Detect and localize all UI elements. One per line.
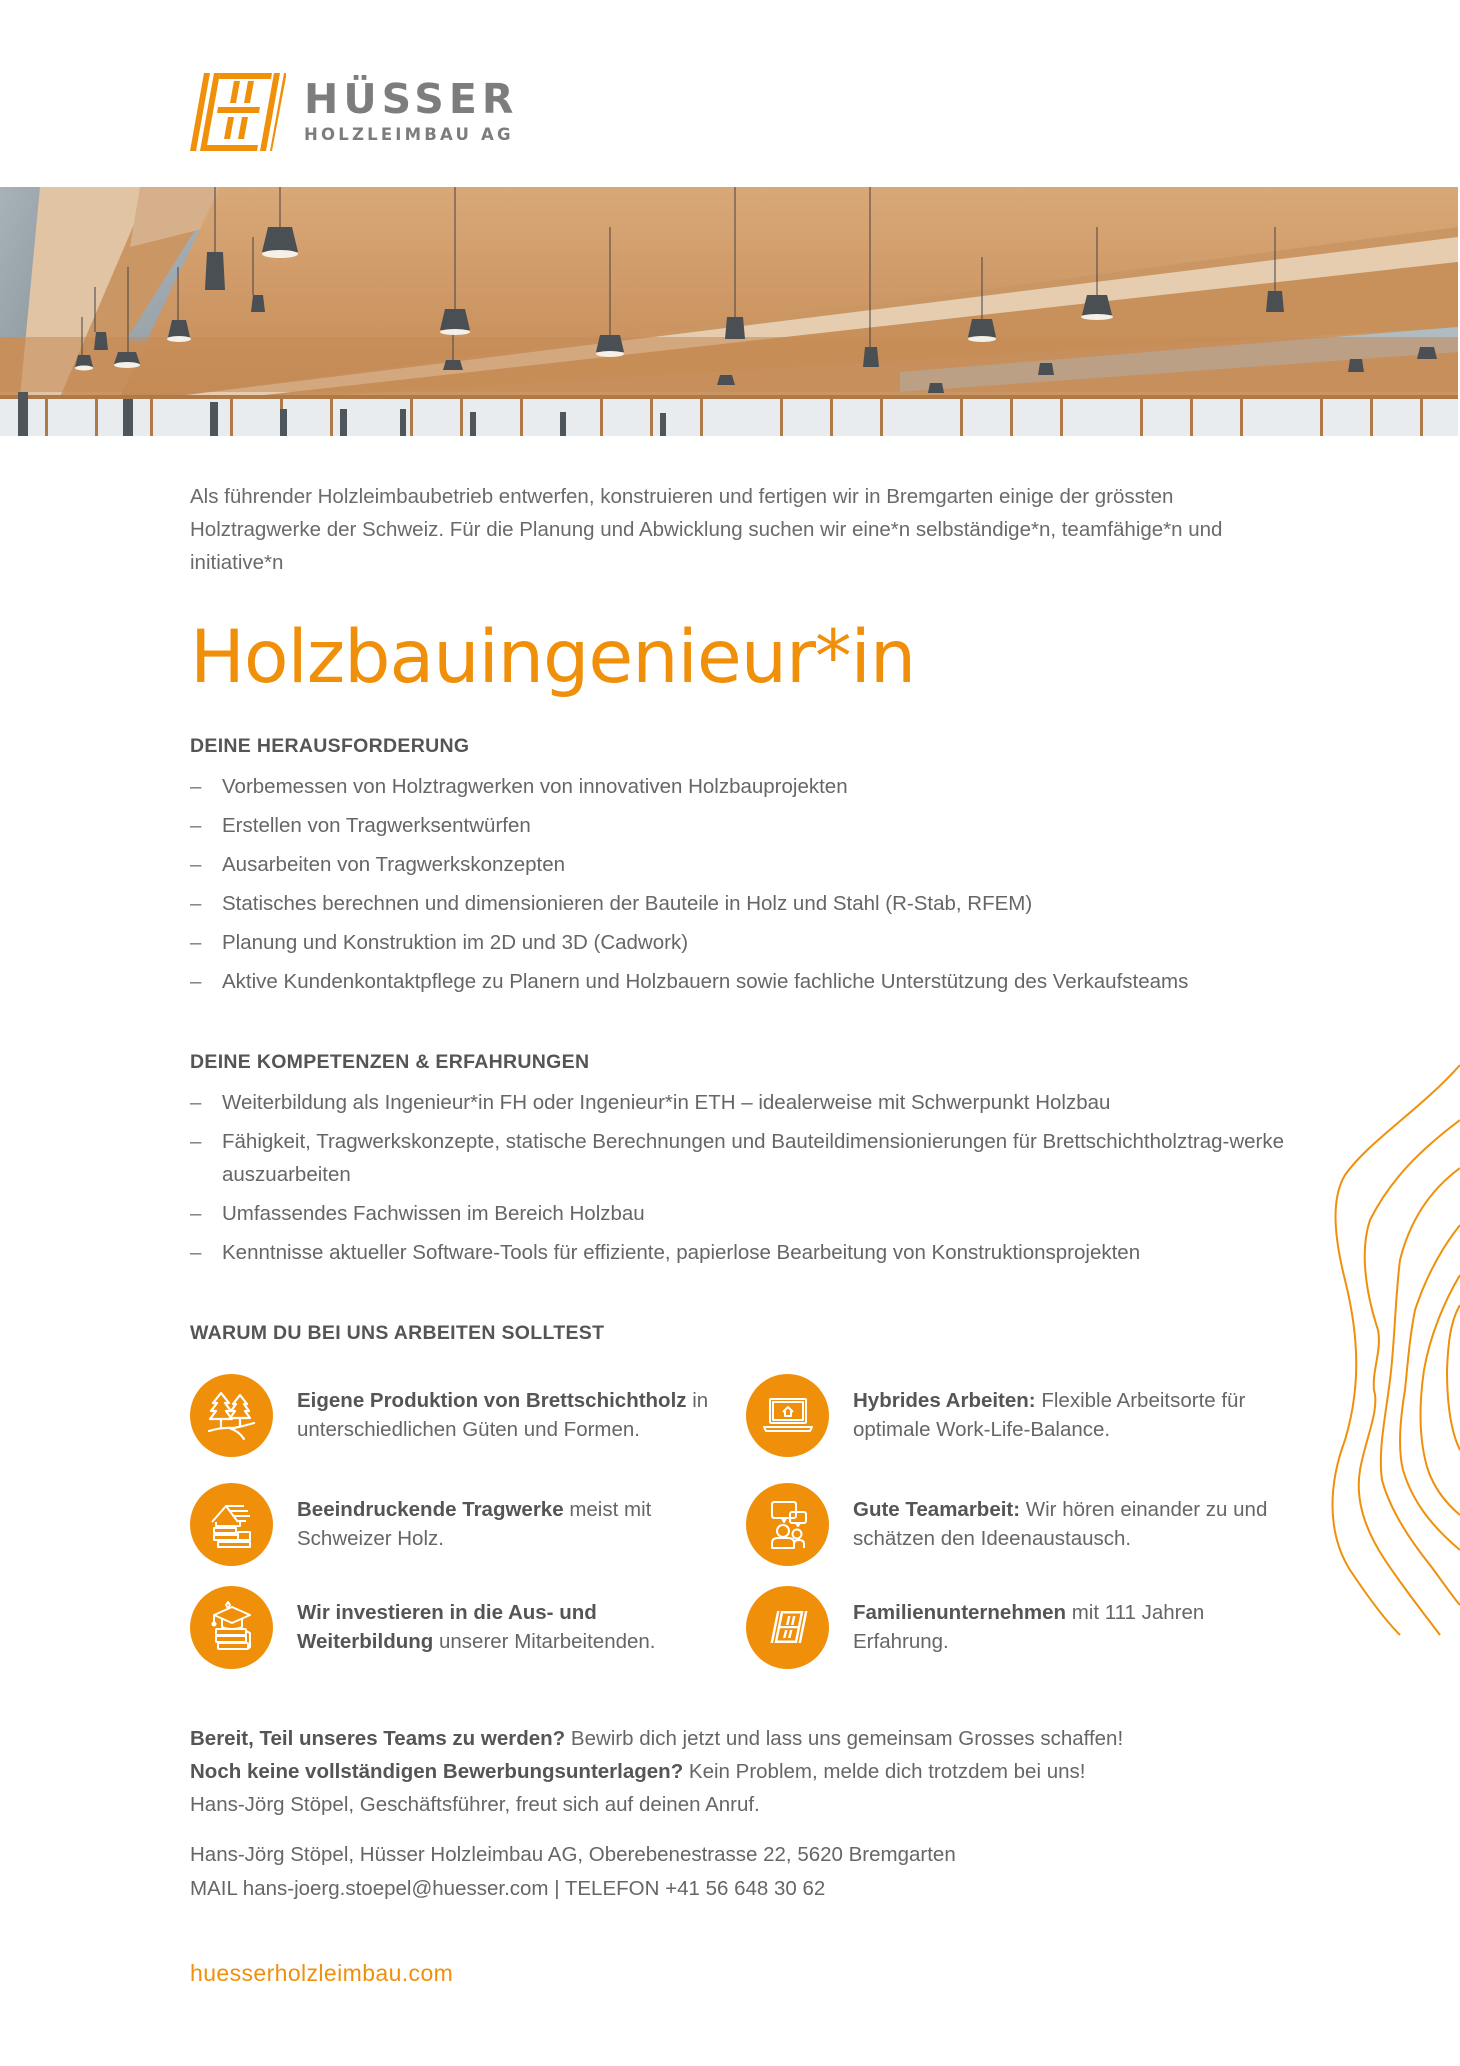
graduation-books-icon xyxy=(204,1599,260,1655)
hero-image xyxy=(0,187,1458,436)
website-link[interactable]: huesserholzleimbau.com xyxy=(190,1960,454,1986)
benefit-title: Beeindruckende Tragwerke xyxy=(297,1498,564,1521)
benefit-icon-circle xyxy=(190,1483,273,1566)
benefit-item xyxy=(190,1481,730,1567)
list-item: – Erstellen von Tragwerksentwürfen xyxy=(190,809,1310,842)
wood-grain-decoration-icon xyxy=(1300,1060,1460,2066)
benefit-title: Wir investieren in die Aus- und Weiterbildung xyxy=(297,1601,597,1653)
benefit-title: Gute Teamarbeit: xyxy=(853,1498,1021,1521)
benefit-icon-circle xyxy=(190,1374,273,1457)
list-item: – Umfassendes Fachwissen im Bereich Holzbau xyxy=(190,1197,1310,1230)
list-item: – Vorbemessen von Holztragwerken von innovativen Holzbauprojekten xyxy=(190,770,1310,803)
contact-line xyxy=(190,1872,1310,1906)
company-logo xyxy=(190,72,518,152)
benefit-item xyxy=(190,1372,730,1458)
phone-label: TELEFON xyxy=(564,1877,660,1900)
cta-line-2-bold: Noch keine vollständigen Bewerbungsunterlagen? xyxy=(190,1760,684,1783)
challenges-list xyxy=(190,770,1310,998)
list-item: – Fähigkeit, Tragwerkskonzepte, statische Berechnungen und Bauteildimensionierungen für Brettschichtholztrag-werke auszuarbeiten xyxy=(190,1125,1290,1191)
benefit-icon-circle xyxy=(746,1483,829,1566)
contact-address: Hans-Jörg Stöpel, Hüsser Holzleimbau AG, Oberebenestrasse 22, 5620 Bremgarten xyxy=(190,1843,956,1866)
benefit-item xyxy=(746,1372,1286,1458)
benefit-text: Flexible Arbeitsorte für optimale Work-Life-Balance. xyxy=(853,1389,1246,1441)
benefit-text: mit 111 Jahren Erfahrung. xyxy=(853,1601,1205,1653)
benefit-title: Eigene Produktion von Brettschichtholz xyxy=(297,1389,687,1412)
logo-company-subtitle: HOLZLEIMBAU AG xyxy=(304,125,514,144)
company-logo-icon xyxy=(760,1599,816,1655)
contact-block xyxy=(190,1838,1310,1906)
intro-paragraph: Als führender Holzleimbaubetrieb entwerfen, konstruieren und fertigen wir in Bremgarten einige der grössten Holztragwerke der Schweiz. Für die Planung und Abwicklung suchen wir eine*n selbständige*n, teamfähige*n und initiative*n xyxy=(190,485,1223,574)
benefit-text: meist mit Schweizer Holz. xyxy=(297,1498,652,1550)
list-item: – Kenntnisse aktueller Software-Tools für effiziente, papierlose Bearbeitung von Konstruktionsprojekten xyxy=(190,1236,1310,1269)
cta-line-2 xyxy=(190,1755,1310,1788)
trees-icon xyxy=(204,1387,260,1443)
benefit-text: Wir hören einander zu und schätzen den Ideenaustausch. xyxy=(853,1498,1268,1550)
section-heading: WARUM DU BEI UNS ARBEITEN SOLLTEST xyxy=(190,1322,605,1344)
intro-block xyxy=(190,480,1310,704)
section-benefits xyxy=(190,1322,1310,1345)
cta-line-3: Hans-Jörg Stöpel, Geschäftsführer, freut sich auf deinen Anruf. xyxy=(190,1793,760,1816)
email-link[interactable]: hans-joerg.stoepel@huesser.com xyxy=(242,1877,549,1900)
benefit-icon-circle xyxy=(190,1586,273,1669)
list-item: – Planung und Konstruktion im 2D und 3D (Cadwork) xyxy=(190,926,1310,959)
benefit-title: Hybrides Arbeiten: xyxy=(853,1389,1036,1412)
benefit-title: Familienunternehmen xyxy=(853,1601,1067,1624)
cta-line-2-text: Kein Problem, melde dich trotzdem bei uns! xyxy=(683,1760,1086,1783)
separator: | xyxy=(554,1877,560,1900)
list-item: – Weiterbildung als Ingenieur*in FH oder Ingenieur*in ETH – idealerweise mit Schwerpunkt Holzbau xyxy=(190,1086,1310,1119)
cta-line-1 xyxy=(190,1722,1310,1755)
job-title: Holzbauingenieur*in xyxy=(190,615,916,700)
list-item: – Ausarbeiten von Tragwerkskonzepten xyxy=(190,848,1310,881)
benefit-item xyxy=(190,1584,730,1670)
competences-list xyxy=(190,1086,1310,1269)
mail-label: MAIL xyxy=(190,1877,238,1900)
phone-link[interactable]: +41 56 648 30 62 xyxy=(665,1877,826,1900)
benefit-text: unserer Mitarbeitenden. xyxy=(433,1630,656,1653)
cta-line-1-text: Bewirb dich jetzt und lass uns gemeinsam Grosses schaffen! xyxy=(565,1727,1124,1750)
logo-mark-icon xyxy=(190,73,286,151)
section-heading: DEINE KOMPETENZEN & ERFAHRUNGEN xyxy=(190,1051,590,1073)
benefit-icon-circle xyxy=(746,1586,829,1669)
section-challenges xyxy=(190,735,1310,1004)
list-item: – Aktive Kundenkontaktpflege zu Planern und Holzbauern sowie fachliche Unterstützung des Verkaufsteams xyxy=(190,965,1310,998)
cta-line-1-bold: Bereit, Teil unseres Teams zu werden? xyxy=(190,1727,566,1750)
call-to-action xyxy=(190,1722,1310,1821)
laptop-home-icon xyxy=(760,1387,816,1443)
benefit-item xyxy=(746,1584,1286,1670)
timber-house-icon xyxy=(204,1496,260,1552)
team-chat-icon xyxy=(760,1496,816,1552)
benefit-text: in unterschiedlichen Güten und Formen. xyxy=(297,1389,709,1441)
logo-company-name: HÜSSER xyxy=(304,75,519,123)
benefit-item xyxy=(746,1481,1286,1567)
list-item: – Statisches berechnen und dimensionieren der Bauteile in Holz und Stahl (R-Stab, RFEM) xyxy=(190,887,1310,920)
benefit-icon-circle xyxy=(746,1374,829,1457)
section-heading: DEINE HERAUSFORDERUNG xyxy=(190,735,470,757)
section-competences xyxy=(190,1051,1310,1275)
